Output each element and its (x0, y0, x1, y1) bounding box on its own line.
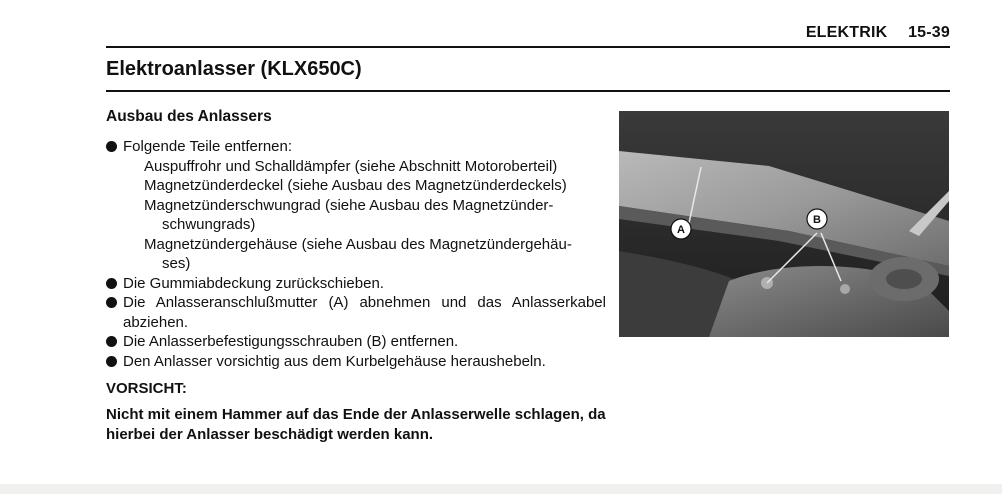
bullet-icon (106, 336, 117, 347)
bullet-icon (106, 356, 117, 367)
part-line: ses) (162, 255, 191, 272)
step-text: Die Anlasseranschlußmutter (A) abnehmen und das Anlasserkabel (123, 294, 606, 311)
instruction-list (106, 137, 606, 371)
title-rule (106, 90, 950, 92)
step-text: Folgende Teile entfernen: (123, 138, 293, 155)
part-line: schwungrads) (162, 216, 256, 233)
step-text: Den Anlasser vorsichtig aus dem Kurbelgehäuse heraushebeln. (123, 352, 546, 370)
list-item (106, 137, 606, 157)
callout-b-label: B (813, 214, 821, 226)
part-line: Magnetzünderschwungrad (siehe Ausbau des Magnetzünder- (144, 196, 554, 214)
caution-line: Nicht mit einem Hammer auf das Ende der Anlasserwelle schlagen, da (106, 406, 606, 423)
list-item (106, 352, 606, 372)
starter-photo-illustration (619, 111, 949, 337)
callout-a-label: A (677, 224, 685, 236)
caution-line: hierbei der Anlasser beschädigt werden kann. (106, 426, 434, 443)
list-item (106, 293, 606, 313)
part-line: Magnetzünderdeckel (siehe Ausbau des Magnetzünderdeckels) (144, 177, 567, 194)
bullet-icon (106, 297, 117, 308)
list-item (106, 274, 606, 294)
part-line: Auspuffrohr und Schalldämpfer (siehe Abschnitt Motoroberteil) (144, 157, 558, 175)
page-title: Elektroanlasser (KLX650C) (106, 58, 362, 80)
starter-photo (619, 111, 949, 337)
bullet-icon (106, 278, 117, 289)
header-rule (106, 46, 950, 48)
caution-text (106, 405, 606, 445)
section-heading: Ausbau des Anlassers (106, 108, 272, 125)
page-number: 15-39 (908, 24, 950, 41)
step-text: Die Anlasserbefestigungsschrauben (B) entfernen. (123, 333, 459, 350)
list-item (106, 332, 606, 352)
step-text: Die Gummiabdeckung zurückschieben. (123, 274, 384, 292)
page-header (806, 24, 950, 42)
section-name: ELEKTRIK (805, 24, 888, 41)
list-item-continued (106, 313, 606, 333)
part-line: Magnetzündergehäuse (siehe Ausbau des Magnetzündergehäu- (144, 235, 572, 253)
page-edge (0, 484, 1002, 494)
caution-heading: VORSICHT: (106, 380, 187, 397)
step-text: abziehen. (123, 313, 189, 331)
bolt-icon (840, 284, 850, 294)
bullet-icon (106, 141, 117, 152)
